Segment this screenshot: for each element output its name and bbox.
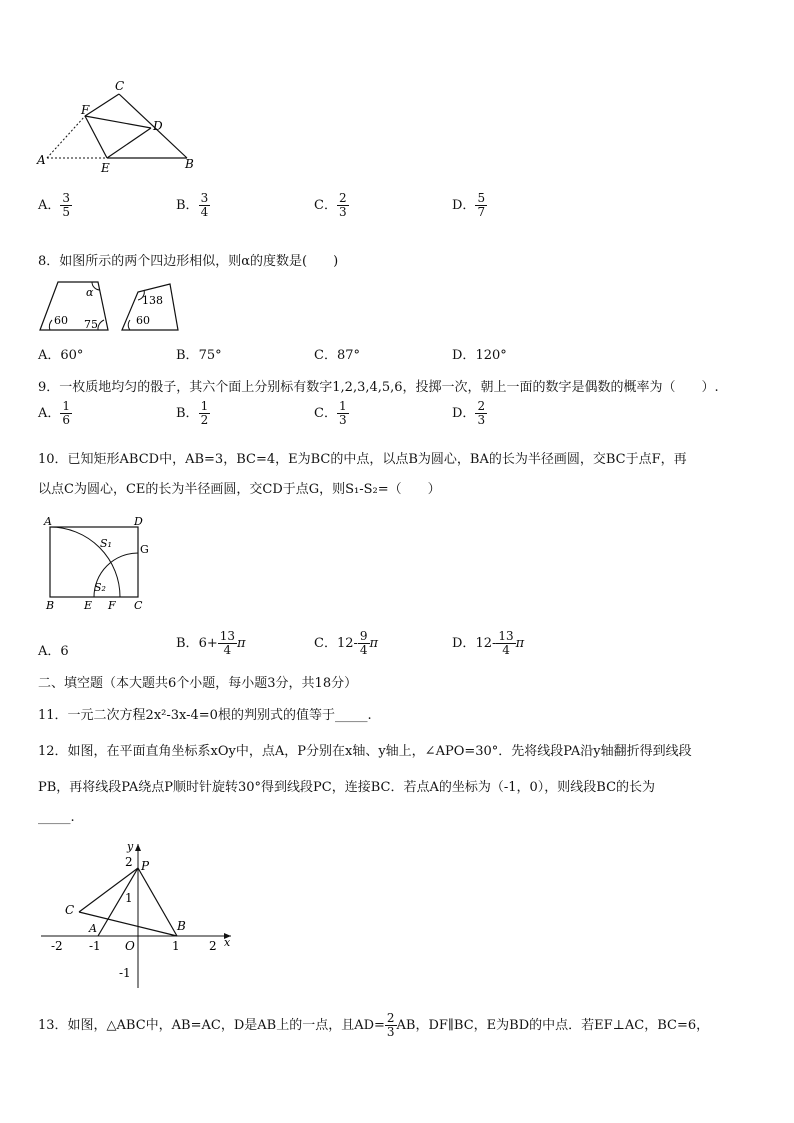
q10-option-c: C．12- $\frac{9}{4}$ π bbox=[314, 629, 379, 657]
label-x-axis: x bbox=[224, 936, 231, 949]
label-B-q10: B bbox=[46, 599, 55, 612]
label-F: F bbox=[81, 103, 90, 117]
coordinate-figure-q12 bbox=[35, 838, 245, 992]
label-F-q10: F bbox=[108, 599, 116, 612]
rectangle-figure-q10 bbox=[38, 515, 158, 615]
q10-option-b: B．6+ $\frac{13}{4}$ π bbox=[176, 629, 246, 657]
label-C-q10: C bbox=[134, 599, 143, 612]
label-60-left: 60 bbox=[54, 314, 68, 327]
label-A-q12: A bbox=[89, 922, 97, 935]
quadrilaterals-figure-q8 bbox=[38, 278, 198, 334]
q11-stem: 11．一元二次方程2x²-3x-4=0根的判别式的值等于_____. bbox=[38, 708, 372, 723]
label-60-right: 60 bbox=[136, 314, 150, 327]
label-75: 75 bbox=[84, 318, 98, 331]
q8-option-a: A．60° bbox=[38, 348, 84, 363]
label-2-x: 2 bbox=[209, 939, 217, 953]
q10-option-a: A．6 bbox=[38, 644, 69, 659]
label-A: A bbox=[37, 153, 46, 167]
label-C: C bbox=[115, 79, 125, 93]
q8-option-d: D．120° bbox=[452, 348, 507, 363]
label-1-x: 1 bbox=[172, 939, 180, 953]
label-y-axis: y bbox=[127, 840, 134, 853]
q8-option-b: B．75° bbox=[176, 348, 222, 363]
label-D: D bbox=[153, 119, 163, 133]
label-O: O bbox=[125, 939, 135, 953]
q12-line2: PB，再将线段PA绕点P顺时针旋转30°得到线段PC，连接BC．若点A的坐标为（-1，0），则线段BC的长为 bbox=[38, 780, 656, 795]
q9-option-b: B． $\frac{1}{2}$ bbox=[176, 399, 209, 427]
q7-option-d: D． $\frac{5}{7}$ bbox=[452, 191, 486, 219]
label-minus1: -1 bbox=[89, 939, 101, 953]
q9-option-c: C． $\frac{1}{3}$ bbox=[314, 399, 347, 427]
q7-option-a: A． $\frac{3}{5}$ bbox=[38, 191, 71, 219]
triangle-figure-q7 bbox=[35, 78, 205, 176]
label-D-q10: D bbox=[134, 515, 143, 528]
q9-stem: 9．一枚质地均匀的骰子，其六个面上分别标有数字1,2,3,4,5,6，投掷一次，朝上一面的数字是偶数的概率为（ ）. bbox=[38, 380, 719, 395]
q9-option-a: A． $\frac{1}{6}$ bbox=[38, 399, 71, 427]
label-G: G bbox=[140, 543, 149, 556]
label-E: E bbox=[101, 161, 110, 175]
q8-stem: 8．如图所示的两个四边形相似，则α的度数是( ) bbox=[38, 254, 339, 269]
q7-option-b: B． $\frac{3}{4}$ bbox=[176, 191, 209, 219]
label-B: B bbox=[185, 157, 194, 171]
q12-line3: _____. bbox=[38, 810, 75, 825]
label-S2: S₂ bbox=[94, 581, 106, 594]
q10-stem-line1: 10．已知矩形ABCD中，AB=3，BC=4，E为BC的中点，以点B为圆心，BA的长为半径画圆，交BC于点F，再 bbox=[38, 452, 687, 467]
q12-line1: 12．如图，在平面直角坐标系xOy中，点A，P分别在x轴、y轴上，∠APO=30°．先将线段PA沿y轴翻折得到线段 bbox=[38, 744, 692, 759]
q10-stem-line2: 以点C为圆心，CE的长为半径画圆，交CD于点G，则S₁-S₂=（ ） bbox=[38, 482, 441, 497]
label-P: P bbox=[141, 859, 150, 873]
q8-option-c: C．87° bbox=[314, 348, 360, 363]
label-B-q12: B bbox=[177, 919, 186, 933]
q9-option-d: D． $\frac{2}{3}$ bbox=[452, 399, 486, 427]
label-minus1-y: -1 bbox=[119, 966, 131, 980]
label-C-q12: C bbox=[65, 903, 75, 917]
label-1-y: 1 bbox=[125, 891, 133, 905]
label-A-q10: A bbox=[44, 515, 52, 528]
q10-option-d: D．12- $\frac{13}{4}$ π bbox=[452, 629, 525, 657]
label-138: 138 bbox=[142, 294, 163, 307]
label-E-q10: E bbox=[84, 599, 93, 612]
section-heading: 二、填空题（本大题共6个小题，每小题3分，共18分） bbox=[38, 676, 358, 691]
q13-stem: 13．如图，△ABC中，AB=AC，D是AB上的一点，且AD= $\frac{2}{3}$ AB，DF∥BC，E为BD的中点．若EF⊥AC，BC=6， bbox=[38, 1011, 710, 1039]
label-alpha: α bbox=[86, 286, 94, 299]
label-2-y: 2 bbox=[125, 855, 133, 869]
label-S1: S₁ bbox=[100, 537, 112, 550]
label-minus2: -2 bbox=[51, 939, 63, 953]
q7-option-c: C． $\frac{2}{3}$ bbox=[314, 191, 347, 219]
